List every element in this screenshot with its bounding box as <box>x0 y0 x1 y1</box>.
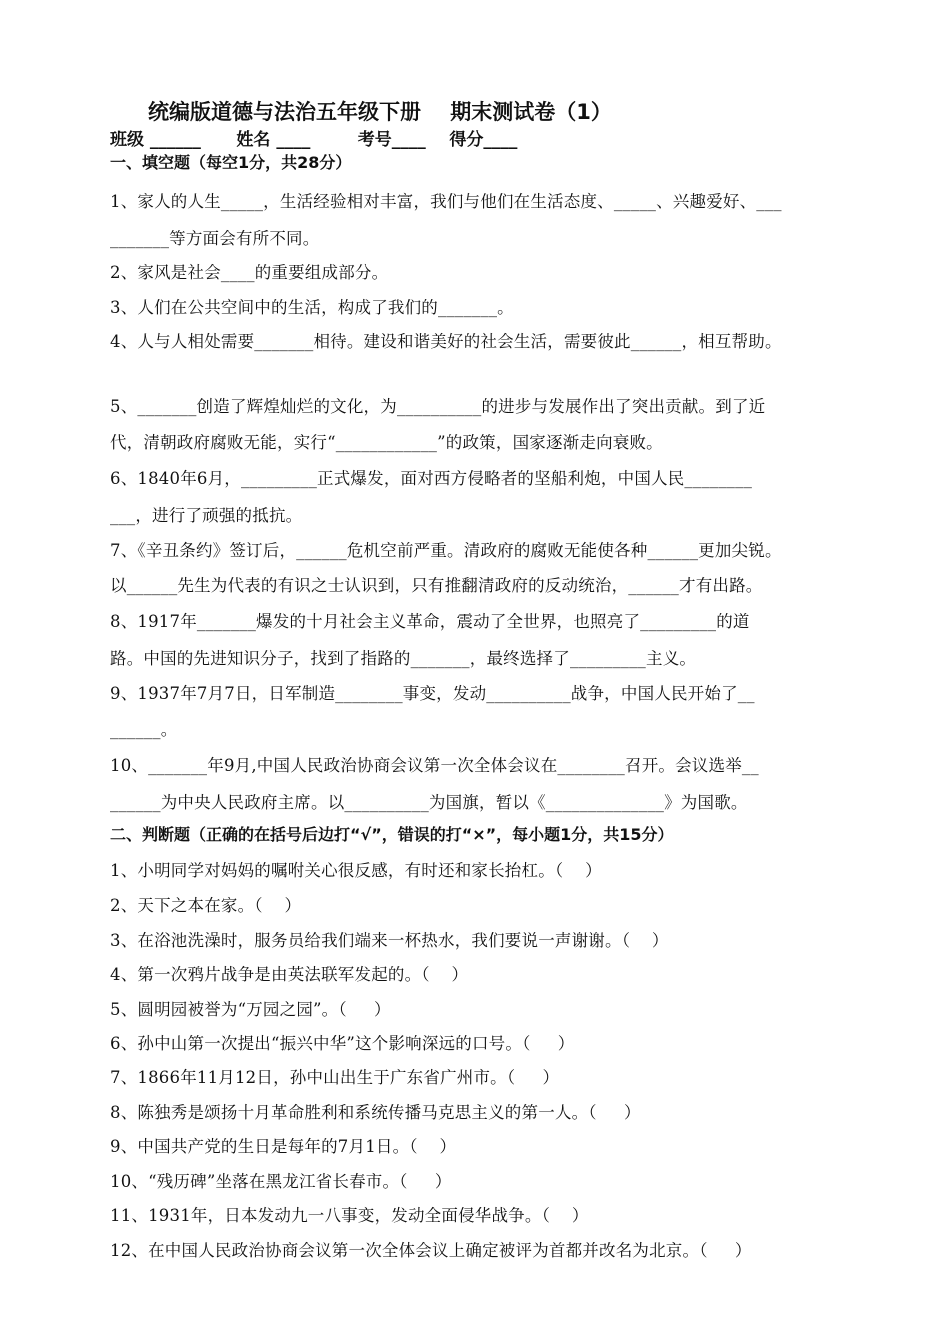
fill-question-line: 7、《辛丑条约》签订后，______危机空前严重。清政府的腐败无能使各种______更加尖锐。 <box>110 541 782 560</box>
fill-question-line: 6、1840年6月，_________正式爆发，面对西方侵略者的坚船利炮，中国人民________ <box>110 469 753 488</box>
judgment-item: 8、陈独秀是颂扬十月革命胜利和系统传播马克思主义的第一人。（ ） <box>110 1103 641 1122</box>
judgment-item: 7、1866年11月12日，孙中山出生于广东省广州市。（ ） <box>110 1068 560 1087</box>
section-true-false-heading: 二、判断题（正确的在括号后边打“√”，错误的打“×”，每小题1分，共15分） <box>110 825 674 844</box>
fill-question-line: _______等方面会有所不同。 <box>110 229 320 248</box>
fill-question-line: 3、人们在公共空间中的生活，构成了我们的_______。 <box>110 298 514 317</box>
fill-question-line: ___，进行了顽强的抵抗。 <box>110 506 303 525</box>
fill-question-line: ______为中央人民政府主席。以__________为国旗，暂以《______________》为国歌。 <box>110 793 748 812</box>
judgment-item: 9、中国共产党的生日是每年的7月1日。（ ） <box>110 1137 457 1156</box>
fill-question-line: 9、1937年7月7日，日军制造________事变，发动__________战争，中国人民开始了__ <box>110 684 755 703</box>
fill-question-line: 路。中国的先进知识分子，找到了指路的_______，最终选择了_________主义。 <box>110 649 697 668</box>
judgment-item: 6、孙中山第一次提出“振兴中华”这个影响深远的口号。（ ） <box>110 1034 575 1053</box>
judgment-item: 1、小明同学对妈妈的嘱咐关心很反感，有时还和家长抬杠。（ ） <box>110 861 602 880</box>
exam-title: 统编版道德与法治五年级下册 期末测试卷（1） <box>148 100 612 124</box>
fill-question-line: ______。 <box>110 720 178 739</box>
fill-question-line: 2、家风是社会____的重要组成部分。 <box>110 263 389 282</box>
student-info-line: 班级 ______ 姓名 ____ 考号____ 得分____ <box>110 130 518 150</box>
judgment-item: 5、圆明园被誉为“万园之园”。（ ） <box>110 1000 391 1019</box>
fill-question-line: 4、人与人相处需要_______相待。建设和谐美好的社会生活，需要彼此______，相互帮助。 <box>110 332 782 351</box>
judgment-item: 4、第一次鸦片战争是由英法联军发起的。（ ） <box>110 965 469 984</box>
judgment-item: 2、天下之本在家。（ ） <box>110 896 302 915</box>
judgment-item: 10、“残历碑”坐落在黑龙江省长春市。（ ） <box>110 1172 452 1191</box>
section-fill-in-heading: 一、填空题（每空1分，共28分） <box>110 153 352 172</box>
fill-question-line: 5、_______创造了辉煌灿烂的文化，为__________的进步与发展作出了突出贡献。到了近 <box>110 397 766 416</box>
fill-question-line: 8、1917年_______爆发的十月社会主义革命，震动了全世界，也照亮了_________的道 <box>110 612 750 631</box>
fill-question-line: 代，清朝政府腐败无能，实行“____________”的政策，国家逐渐走向衰败。 <box>110 433 663 452</box>
judgment-item: 11、1931年，日本发动九一八事变，发动全面侵华战争。（ ） <box>110 1206 589 1225</box>
fill-question-line: 以______先生为代表的有识之士认识到，只有推翻清政府的反动统治，______才有出路。 <box>110 576 763 595</box>
fill-question-line: 10、_______年9月,中国人民政治协商会议第一次全体会议在________召开。会议选举__ <box>110 756 759 775</box>
judgment-item: 12、在中国人民政治协商会议第一次全体会议上确定被评为首都并改名为北京。（ ） <box>110 1241 752 1260</box>
fill-question-line: 1、家人的人生_____，生活经验相对丰富，我们与他们在生活态度、_____、兴趣爱好、___ <box>110 192 782 211</box>
judgment-item: 3、在浴池洗澡时，服务员给我们端来一杯热水，我们要说一声谢谢。（ ） <box>110 931 669 950</box>
